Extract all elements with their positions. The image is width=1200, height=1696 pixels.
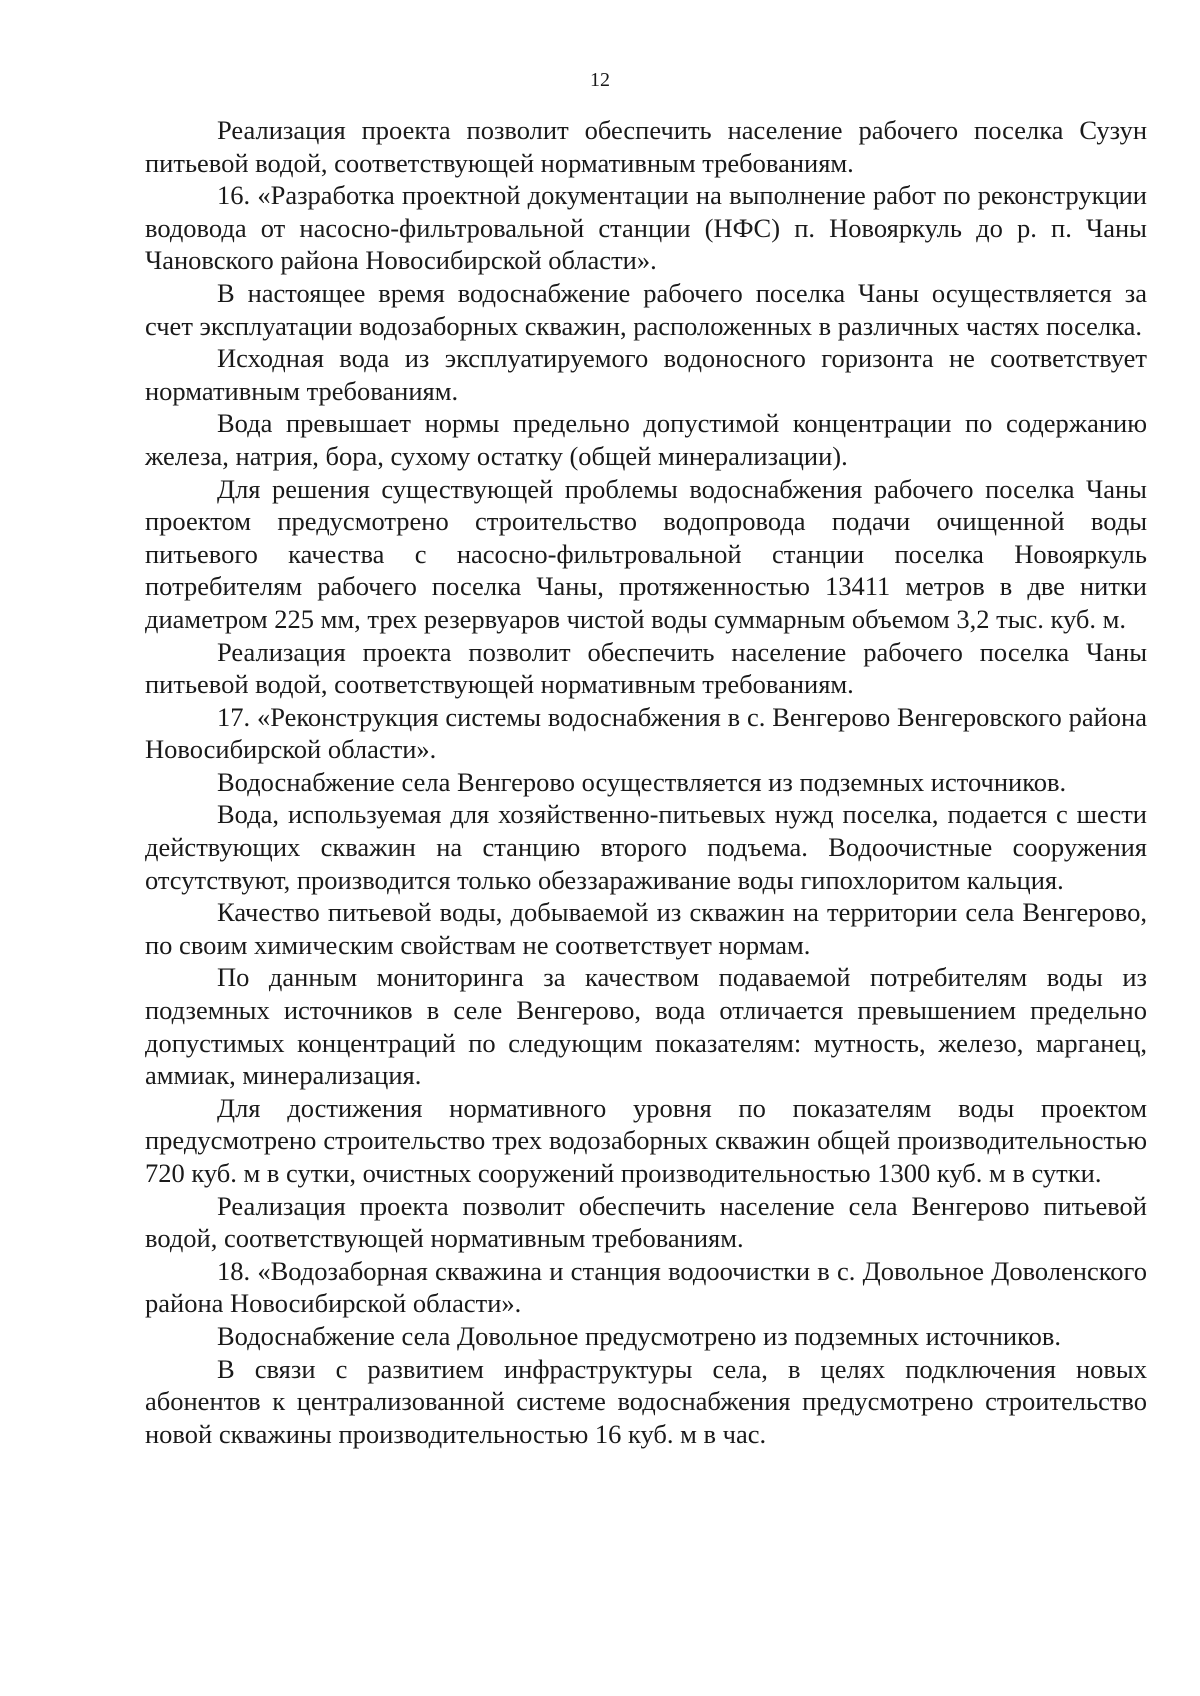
paragraph: Реализация проекта позволит обеспечить население села Венгерово питьевой водой, соответствующей нормативным требованиям. [145,1190,1147,1254]
paragraph: Исходная вода из эксплуатируемого водоносного горизонта не соответствует нормативным требованиям. [145,343,1147,406]
paragraph: 18. «Водозаборная скважина и станция водоочистки в с. Довольное Доволенского района Новосибирской области». [145,1255,1147,1319]
paragraph: 16. «Разработка проектной документации на выполнение работ по реконструкции водовода от насосно-фильтровальной станции (НФС) п. Новояркуль до р. п. Чаны Чановского района Новосибирской области». [145,180,1147,276]
paragraph: По данным мониторинга за качеством подаваемой потребителям воды из подземных источников в селе Венгерово, вода отличается превышением предельно допустимых концентраций по следующим показателям: мутность, железо, марганец, аммиак, минерализация. [145,962,1147,1091]
paragraph: Вода превышает нормы предельно допустимой концентрации по содержанию железа, натрия, бора, сухому остатку (общей минерализации). [145,408,1147,471]
paragraph: Водоснабжение села Довольное предусмотрено из подземных источников. [217,1320,1061,1351]
paragraph: Реализация проекта позволит обеспечить население рабочего поселка Чаны питьевой водой, соответствующей нормативным требованиям. [145,636,1147,700]
paragraph: Водоснабжение села Венгерово осуществляется из подземных источников. [217,766,1067,797]
page-number: 12 [590,69,610,91]
paragraph: Качество питьевой воды, добываемой из скважин на территории села Венгерово, по своим химическим свойствам не соответствует нормам. [145,897,1147,960]
paragraph: В настоящее время водоснабжение рабочего поселка Чаны осуществляется за счет эксплуатации водозаборных скважин, расположенных в различных частях поселка. [145,277,1147,341]
paragraph: Для решения существующей проблемы водоснабжения рабочего поселка Чаны проектом предусмотрено строительство водопровода подачи очищенной воды питьевого качества с насосно-фильтровальной станции поселка Новояркуль потребителям рабочего поселка Чаны, протяженностью 13411 метров в две нитки диаметром 225 мм, трех резервуаров чистой воды суммарным объемом 3,2 тыс. куб. м. [145,473,1147,634]
paragraph: 17. «Реконструкция системы водоснабжения в с. Венгерово Венгеровского района Новосибирской области». [145,701,1147,765]
paragraph: Для достижения нормативного уровня по показателям воды проектом предусмотрено строительство трех водозаборных скважин общей производительностью 720 куб. м в сутки, очистных сооружений производительностью 1300 куб. м в сутки. [145,1092,1147,1188]
paragraph: Реализация проекта позволит обеспечить население рабочего поселка Сузун питьевой водой, соответствующей нормативным требованиям. [145,115,1147,178]
document-body [145,114,1147,1450]
paragraph: Вода, используемая для хозяйственно-питьевых нужд поселка, подается с шести действующих скважин на станцию второго подъема. Водоочистные сооружения отсутствуют, производится только обеззараживание воды гипохлоритом кальция. [145,799,1147,895]
paragraph: В связи с развитием инфраструктуры села, в целях подключения новых абонентов к централизованной системе водоснабжения предусмотрено строительство новой скважины производительностью 16 куб. м в час. [145,1353,1147,1449]
